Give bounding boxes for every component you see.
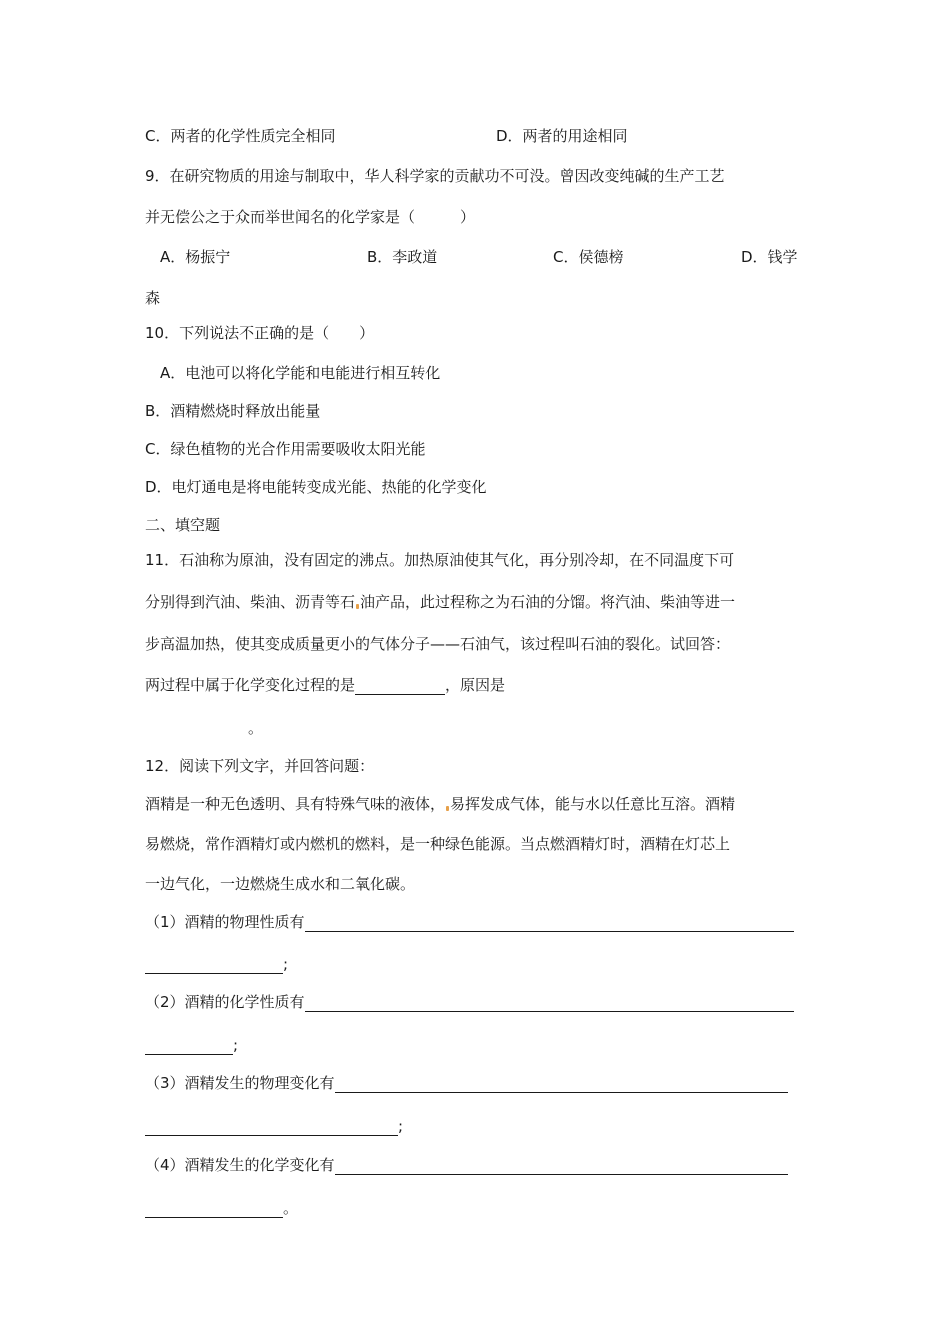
q12-passage-line2: 易燃烧，常作酒精灯或内燃机的燃料，是一种绿色能源。当点燃酒精灯时，酒精在灯芯上 [145, 835, 731, 853]
q12-sub4-cont [145, 1198, 298, 1218]
q10-option-a: A．电池可以将化学能和电能进行相互转化 [160, 364, 441, 382]
marker-dot [356, 604, 359, 609]
q9-stem-line2: 并无偿公之于众而举世闻名的化学家是（ ） [145, 208, 476, 226]
q12-sub3-end: ; [398, 1117, 404, 1135]
q12-sub4-blank-cont[interactable] [145, 1201, 283, 1218]
q12-passage-line3: 一边气化，一边燃烧生成水和二氧化碳。 [145, 875, 416, 893]
q12-stem: 12．阅读下列文字，并回答问题： [145, 757, 375, 775]
q11-line5-period: 。 [248, 719, 264, 737]
q12-sub1-cont [145, 954, 288, 974]
q11-line2 [145, 592, 735, 612]
q12-sub4 [145, 1155, 788, 1175]
q11-answer-blank-1[interactable] [355, 678, 445, 695]
marker-dot [446, 806, 449, 811]
q12-sub3-blank-cont[interactable] [145, 1119, 398, 1136]
q11-line1: 11．石油称为原油，没有固定的沸点。加热原油使其气化，再分别冷却，在不同温度下可 [145, 551, 735, 569]
q9-option-c: C．侯德榜 [553, 248, 624, 266]
q9-stem-line1: 9．在研究物质的用途与制取中，华人科学家的贡献功不可没。曾因改变纯碱的生产工艺 [145, 167, 725, 185]
q11-question-text: 两过程中属于化学变化过程的是 [145, 676, 356, 694]
q12-sub4-label: （4）酒精发生的化学变化有 [145, 1156, 335, 1174]
q12-sub2-label: （2）酒精的化学性质有 [145, 993, 305, 1011]
q12-sub2-blank-cont[interactable] [145, 1038, 233, 1055]
q10-option-c: C．绿色植物的光合作用需要吸收太阳光能 [145, 440, 426, 458]
q9-option-d-continued: 森 [145, 289, 161, 307]
q9-option-a: A．杨振宁 [160, 248, 231, 266]
q11-reason-label: ，原因是 [445, 676, 506, 694]
q12-sub2-blank[interactable] [305, 995, 794, 1012]
q12-sub1-end: ; [283, 955, 289, 973]
q12-sub3-label: （3）酒精发生的物理变化有 [145, 1074, 335, 1092]
q10-option-b: B．酒精燃烧时释放出能量 [145, 402, 321, 420]
q11-line3: 步高温加热，使其变成质量更小的气体分子——石油气，该过程叫石油的裂化。试回答： [145, 635, 731, 653]
q12-sub3 [145, 1073, 788, 1093]
q12-sub2-end: ; [233, 1036, 239, 1054]
q12-sub3-cont [145, 1116, 403, 1136]
q12-sub2 [145, 992, 794, 1012]
q11-line4 [145, 675, 505, 695]
q11-line2-part-b: 油产品，此过程称之为石油的分馏。将汽油、柴油等进一 [360, 593, 736, 611]
q12-sub4-blank[interactable] [335, 1158, 788, 1175]
q10-stem: 10．下列说法不正确的是（ ） [145, 324, 375, 342]
q12-sub1-blank-cont[interactable] [145, 957, 283, 974]
q9-option-d: D．钱学 [741, 248, 798, 266]
q12-passage-line1-part-b: 易挥发成气体，能与水以任意比互溶。酒精 [450, 795, 736, 813]
q12-sub1 [145, 912, 794, 932]
q8-options-row [145, 126, 628, 146]
q12-passage-line1-part-a: 酒精是一种无色透明、具有特殊气味的液体， [145, 795, 446, 813]
section-heading-fill-in: 二、填空题 [145, 516, 221, 534]
q12-sub3-blank[interactable] [335, 1076, 788, 1093]
q12-sub4-end: 。 [283, 1199, 299, 1217]
q8-option-c: C．两者的化学性质完全相同 [145, 127, 336, 145]
q12-passage-line1 [145, 794, 735, 814]
q12-sub2-cont [145, 1035, 238, 1055]
q12-sub1-label: （1）酒精的物理性质有 [145, 913, 305, 931]
q8-option-d: D．两者的用途相同 [496, 127, 628, 145]
q11-line2-part-a: 分别得到汽油、柴油、沥青等石 [145, 593, 356, 611]
q12-sub1-blank[interactable] [305, 915, 794, 932]
q9-option-b: B．李政道 [367, 248, 438, 266]
q10-option-d: D．电灯通电是将电能转变成光能、热能的化学变化 [145, 478, 487, 496]
